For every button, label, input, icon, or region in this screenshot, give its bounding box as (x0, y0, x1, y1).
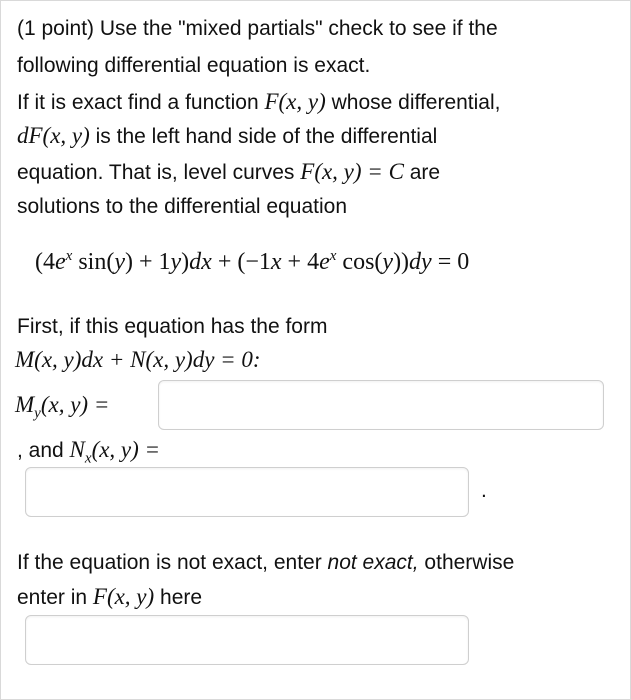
not-exact-hint: not exact, (327, 551, 419, 574)
problem-line-3 (17, 88, 500, 117)
problem-line-5-prefix: equation. That is, level curves (17, 161, 301, 184)
form-equation-math: M(x, y)dx + N(x, y)dy = 0: (15, 347, 261, 372)
form-intro: First, if this equation has the form (17, 315, 328, 338)
my-answer-input[interactable] (158, 380, 604, 430)
function-f-math: F(x, y) (264, 89, 326, 114)
problem-line-3-prefix: If it is exact find a function (17, 91, 265, 114)
final-line-1-suffix: otherwise (418, 551, 515, 574)
problem-line-6: solutions to the differential equation (17, 195, 348, 218)
nx-label: $N_x(x$, y) = (69, 437, 161, 467)
problem-line-4 (17, 122, 437, 151)
problem-line-1: (1 point) Use the "mixed partials" check to see if the (17, 17, 498, 40)
final-line-2-suffix: here (154, 586, 203, 609)
differential-df-math: dF(x, y) (17, 123, 90, 148)
final-line-2-prefix: enter in (17, 586, 93, 609)
nx-answer-input[interactable] (25, 467, 469, 517)
problem-line-5 (17, 158, 440, 187)
problem-line-4-suffix: is the left hand side of the differential (89, 125, 438, 148)
level-curve-math: F(x, y) = C (300, 159, 404, 184)
final-line-1 (17, 549, 514, 577)
nx-line (17, 436, 160, 465)
final-line-1-prefix: If the equation is not exact, enter (17, 551, 328, 574)
nx-prefix: , and (17, 439, 70, 462)
period-mark: . (481, 479, 487, 502)
my-label: $M_y(x$, y) = (15, 392, 110, 422)
problem-line-5-suffix: are (403, 161, 441, 184)
f-answer-input[interactable] (25, 615, 469, 665)
function-f-math-2: F(x, y) (92, 584, 155, 609)
final-line-2 (17, 583, 202, 612)
differential-equation: ($4e^x$ $\sin(y) + 1y)dx + (-1x + 4e^x$ cos(y))dy = 0 (35, 248, 470, 275)
problem-line-3-suffix: whose differential, (325, 91, 501, 114)
problem-line-2: following differential equation is exact. (17, 54, 371, 77)
